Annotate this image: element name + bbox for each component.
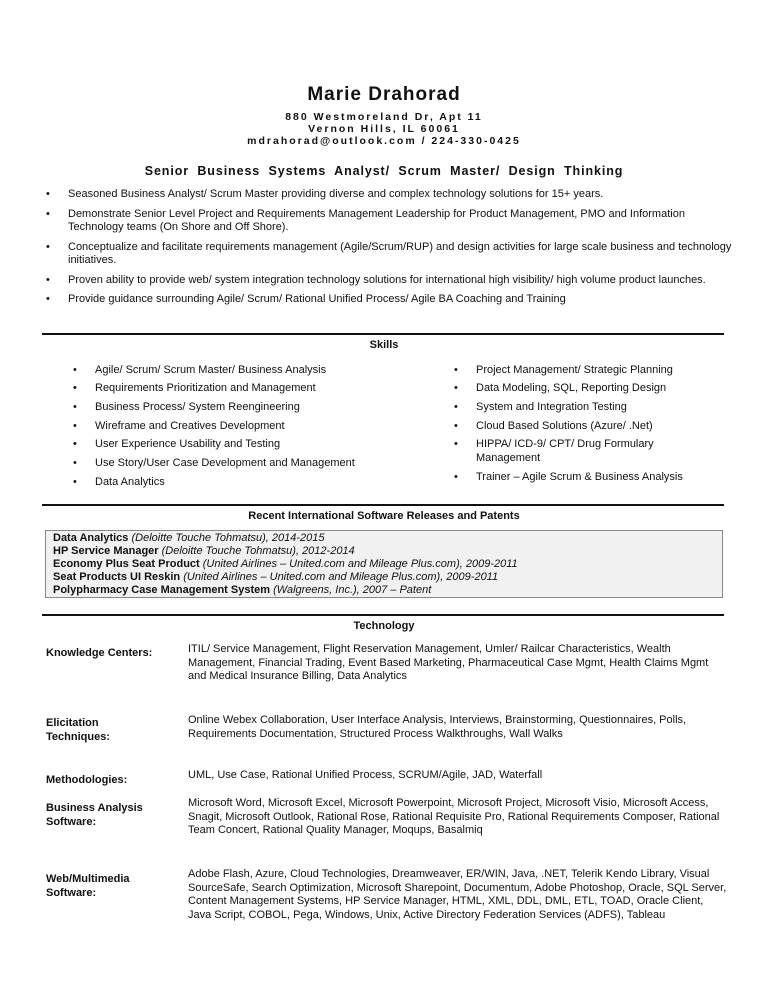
tech-text: Adobe Flash, Azure, Cloud Technologies, Dreamweaver, ER/WIN, Java, .NET, Telerik Kendo Library, Visual SourceSafe, Search Optimization, Microsoft Sharepoint, Documentum, Adobe Photoshop, Oracle, SQL Server, Content Management Systems, HP Service Manager, HTML, XML, DDL, DML, ETL, TOAD, Oracle Client, Java Script, COBOL, Pega, Windows, Unix, Active Directory Federation Services (ADFS), Tableau [188, 868, 727, 921]
skill-text: Data Modeling, SQL, Reporting Design [476, 382, 667, 394]
skill-item [454, 401, 726, 415]
tech-text: ITIL/ Service Management, Flight Reservation Management, Umler/ Railcar Characteristics, Wealth Management, Financial Trading, Event Based Marketing, Pharmaceutical Case Mgmt, Health Claims Mgmt and Medical Insurance Billing, Data Analytics [188, 643, 709, 682]
release-detail: (United Airlines – United.com and Mileage Plus.com), 2009-2011 [202, 558, 518, 570]
summary-item [46, 241, 736, 268]
bullet-icon: • [46, 273, 50, 286]
address-line-1: 880 Westmoreland Dr, Apt 11 [285, 111, 483, 123]
tech-label: Elicitation Techniques: [46, 717, 110, 743]
skill-text: Data Analytics [95, 476, 165, 488]
tech-label: Web/Multimedia Software: [46, 873, 130, 899]
release-item [53, 558, 518, 571]
bullet-icon: • [454, 420, 458, 432]
summary-text: Demonstrate Senior Level Project and Requirements Management Leadership for Product Management, PMO and Information Technology teams (On Shore and Off Shore). [68, 207, 685, 233]
skill-item [454, 471, 726, 485]
tech-label: Methodologies: [46, 774, 128, 786]
candidate-name: Marie Drahorad [307, 84, 461, 105]
bullet-icon: • [454, 364, 458, 376]
bullet-icon: • [454, 382, 458, 394]
release-item [53, 545, 355, 558]
skill-text: Agile/ Scrum/ Scrum Master/ Business Analysis [95, 364, 327, 376]
skill-item [73, 457, 425, 471]
skill-text: Business Process/ System Reengineering [95, 401, 300, 413]
release-name: Economy Plus Seat Product [53, 558, 200, 570]
release-name: HP Service Manager [53, 545, 159, 557]
bullet-icon: • [73, 438, 77, 450]
skill-text: System and Integration Testing [476, 401, 627, 413]
skill-text: User Experience Usability and Testing [95, 438, 281, 450]
release-detail: (Deloitte Touche Tohmatsu), 2014-2015 [131, 532, 325, 544]
skill-text: Use Story/User Case Development and Management [95, 457, 355, 469]
summary-text: Conceptualize and facilitate requirements management (Agile/Scrum/RUP) and design activities for large scale business and technology initiatives. [68, 240, 732, 266]
skill-item [454, 364, 726, 378]
contact-line: mdrahorad@outlook.com / 224-330-0425 [247, 135, 521, 147]
bullet-icon: • [46, 188, 50, 200]
bullet-icon: • [46, 240, 50, 253]
skills-title: Skills [369, 339, 399, 351]
bullet-icon: • [73, 364, 77, 376]
release-detail: (United Airlines – United.com and Mileage Plus.com), 2009-2011 [183, 571, 499, 583]
bullet-icon: • [454, 401, 458, 413]
release-item [53, 584, 431, 597]
bullet-icon: • [454, 471, 458, 483]
bullet-icon: • [73, 401, 77, 413]
releases-box [45, 530, 723, 598]
tech-label: Business Analysis Software: [46, 802, 143, 828]
summary-text: Seasoned Business Analyst/ Scrum Master providing diverse and complex technology solutions for 15+ years. [68, 188, 604, 200]
releases-title: Recent International Software Releases and Patents [248, 510, 520, 522]
release-name: Data Analytics [53, 532, 129, 544]
summary-list [46, 188, 736, 307]
bullet-icon: • [73, 476, 77, 488]
skill-text: Cloud Based Solutions (Azure/ .Net) [476, 420, 653, 432]
technology-title: Technology [353, 620, 415, 632]
skill-text: HIPPA/ ICD-9/ CPT/ Drug Formulary Management [476, 438, 654, 464]
summary-item [46, 274, 736, 288]
summary-text: Provide guidance surrounding Agile/ Scrum/ Rational Unified Process/ Agile BA Coaching and Training [68, 293, 566, 305]
skill-item [454, 382, 726, 396]
bullet-icon: • [46, 207, 50, 220]
release-item [53, 571, 498, 584]
skill-item [73, 438, 425, 452]
tech-text: UML, Use Case, Rational Unified Process, SCRUM/Agile, JAD, Waterfall [188, 769, 543, 781]
skill-item [73, 382, 425, 396]
release-item [53, 532, 325, 545]
skill-text: Trainer – Agile Scrum & Business Analysis [476, 471, 683, 483]
bullet-icon: • [73, 382, 77, 394]
professional-headline: Senior Business Systems Analyst/ Scrum Master/ Design Thinking [144, 164, 624, 178]
bullet-icon: • [73, 420, 77, 432]
address-line-2: Vernon Hills, IL 60061 [308, 123, 460, 135]
bullet-icon: • [46, 293, 50, 305]
skill-item [454, 420, 726, 434]
skill-text: Wireframe and Creatives Development [95, 420, 285, 432]
tech-label: Knowledge Centers: [46, 647, 153, 659]
bullet-icon: • [454, 438, 458, 450]
tech-text: Online Webex Collaboration, User Interface Analysis, Interviews, Brainstorming, Questionnaires, Polls, Requirements Documentation, Structured Process Walkthroughs, Wall Walks [188, 714, 687, 740]
release-detail: (Deloitte Touche Tohmatsu), 2012-2014 [161, 545, 355, 557]
summary-text: Proven ability to provide web/ system integration technology solutions for international high visibility/ high volume product launches. [68, 273, 706, 286]
summary-item [46, 208, 736, 235]
tech-text: Microsoft Word, Microsoft Excel, Microsoft Powerpoint, Microsoft Project, Microsoft Visio, Microsoft Access, Snagit, Microsoft Outlook, Rational Rose, Rational Requisite Pro, Rational Requirements Composer, Rational Team Concert, Rational Quality Manager, Moqups, Basalmiq [188, 797, 720, 836]
skill-item [73, 476, 425, 490]
skill-item [454, 438, 691, 465]
section-divider [42, 333, 724, 335]
release-name: Polypharmacy Case Management System [53, 584, 271, 596]
release-name: Seat Products UI Reskin [53, 571, 181, 583]
bullet-icon: • [73, 457, 77, 469]
section-divider [42, 614, 724, 616]
skill-text: Requirements Prioritization and Management [95, 382, 316, 394]
skill-item [73, 401, 425, 415]
section-divider [42, 504, 724, 506]
skill-item [73, 420, 425, 434]
release-detail: (Walgreens, Inc.), 2007 – Patent [273, 584, 432, 596]
summary-item [46, 293, 736, 307]
skill-item [73, 364, 425, 378]
skill-text: Project Management/ Strategic Planning [476, 364, 673, 376]
summary-item [46, 188, 736, 202]
